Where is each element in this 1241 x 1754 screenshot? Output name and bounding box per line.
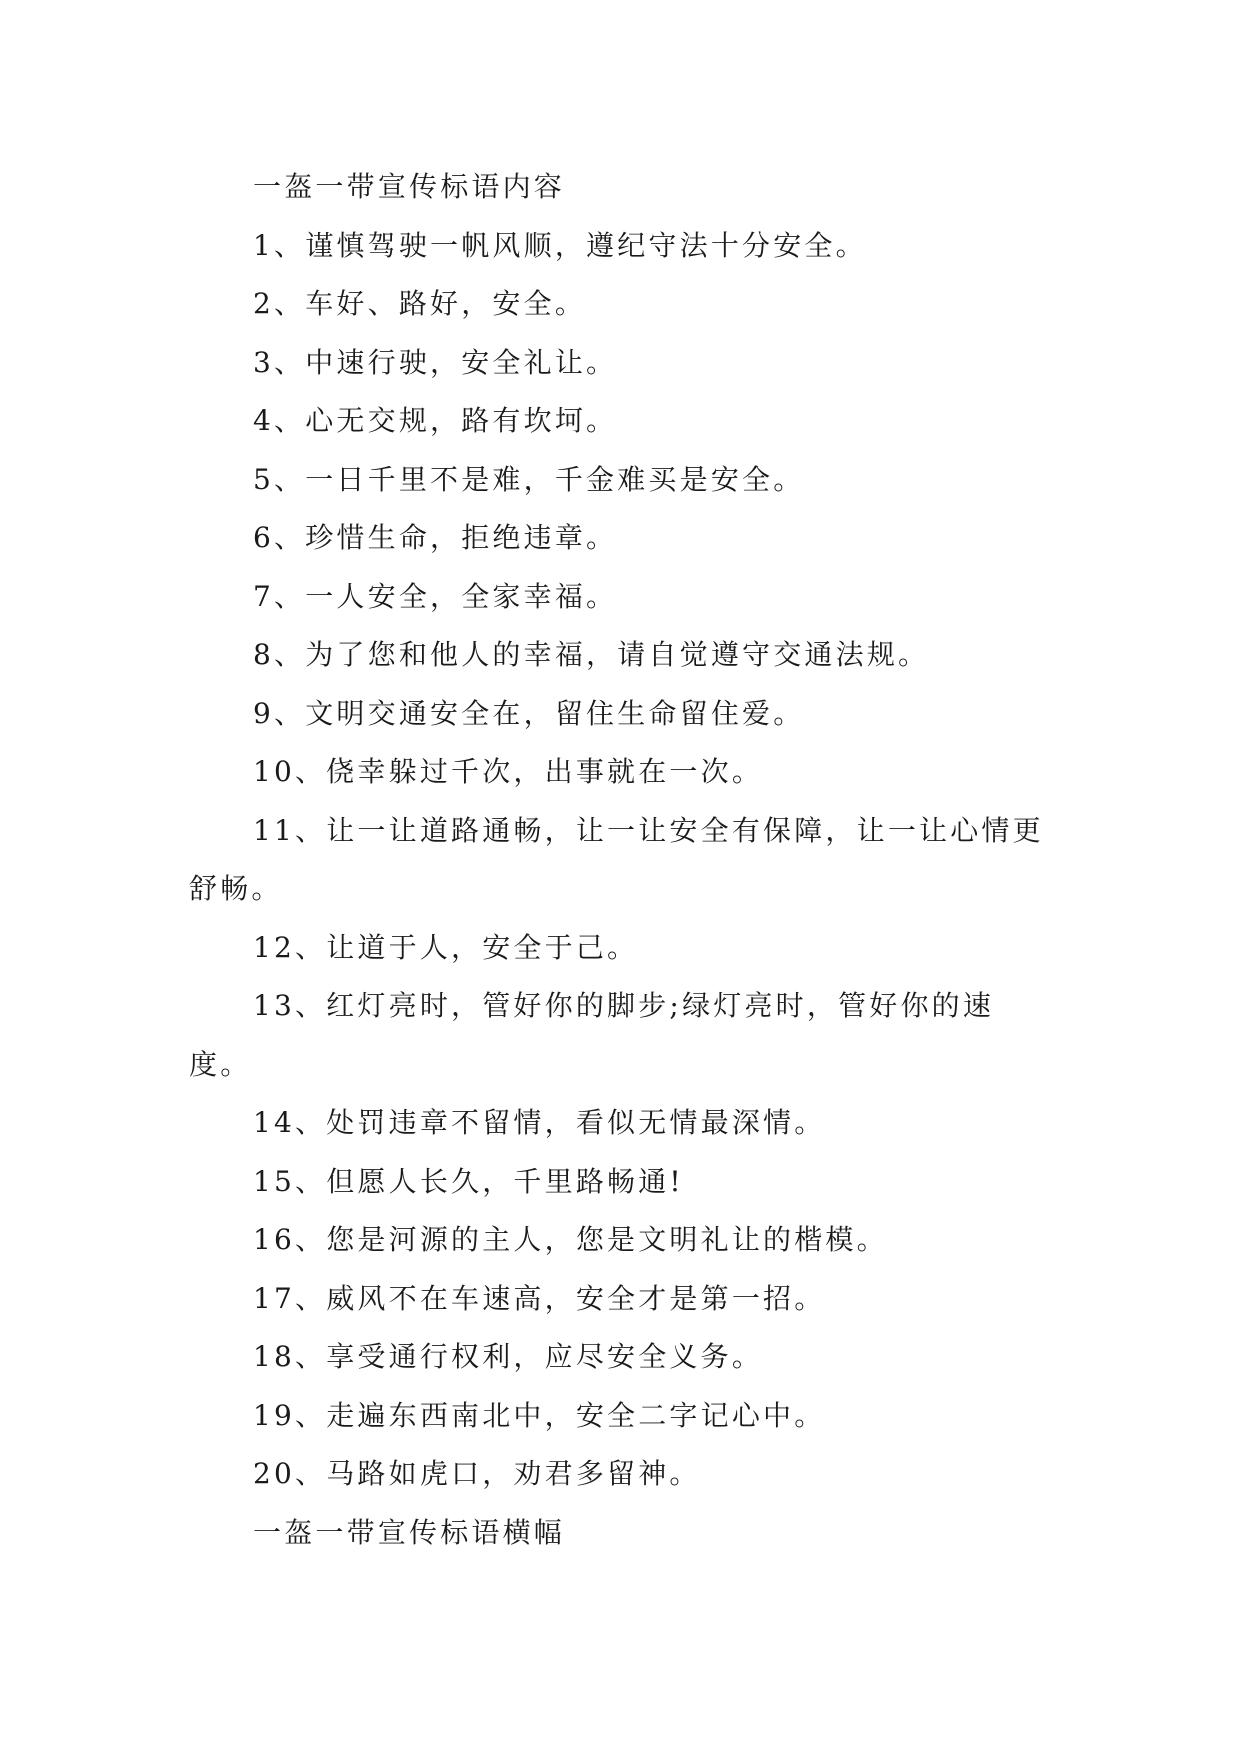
slogan-item-16: 16、您是河源的主人，您是文明礼让的楷模。	[253, 1223, 888, 1256]
slogan-item-19: 19、走遍东西南北中，安全二字记心中。	[253, 1398, 826, 1432]
slogan-item-2: 2、车好、路好，安全。	[253, 287, 587, 320]
slogan-item-18: 18、享受通行权利，应尽安全义务。	[253, 1340, 764, 1373]
slogan-item-3: 3、中速行驶，安全礼让。	[253, 345, 618, 379]
slogan-item-13: 13、红灯亮时，管好你的脚步;绿灯亮时，管好你的速度。	[189, 989, 995, 1081]
slogan-item-6: 6、珍惜生命，拒绝违章。	[253, 521, 618, 554]
slogan-item-10: 10、侥幸躲过千次，出事就在一次。	[253, 755, 764, 788]
slogan-item-9: 9、文明交通安全在，留住生命留住爱。	[253, 696, 805, 730]
slogan-item-14: 14、处罚违章不留情，看似无情最深情。	[253, 1106, 826, 1139]
slogan-item-17: 17、威风不在车速高，安全才是第一招。	[253, 1281, 826, 1315]
slogan-item-4: 4、心无交规，路有坎坷。	[253, 404, 618, 437]
slogan-item-8: 8、为了您和他人的幸福，请自觉遵守交通法规。	[253, 638, 930, 671]
section-heading-banner: 一盔一带宣传标语横幅	[253, 1515, 566, 1549]
slogan-item-20: 20、马路如虎口，劝君多留神。	[253, 1457, 701, 1490]
slogan-item-11: 11、让一让道路通畅，让一让安全有保障，让一让心情更舒畅。	[189, 813, 1044, 905]
slogan-item-1: 1、谨慎驾驶一帆风顺，遵纪守法十分安全。	[253, 228, 867, 262]
document-body	[189, 158, 1049, 1562]
slogan-item-5: 5、一日千里不是难，千金难买是安全。	[253, 462, 805, 496]
slogan-item-15: 15、但愿人长久，千里路畅通!	[253, 1164, 684, 1198]
section-heading-content: 一盔一带宣传标语内容	[253, 170, 566, 203]
slogan-item-12: 12、让道于人，安全于己。	[253, 930, 639, 964]
slogan-item-7: 7、一人安全，全家幸福。	[253, 579, 618, 613]
